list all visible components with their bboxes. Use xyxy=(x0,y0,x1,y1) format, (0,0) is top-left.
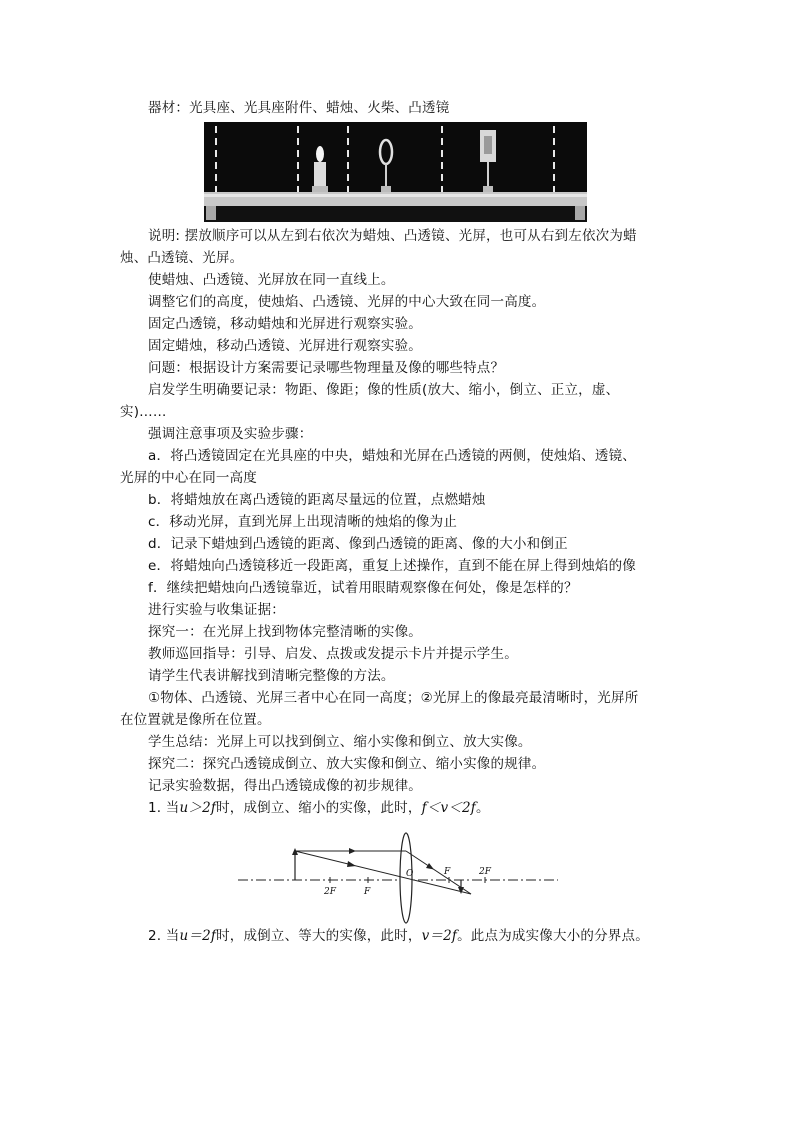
rule-end: 。 xyxy=(476,800,490,816)
paragraph-line: 探究二：探究凸透镜成倒立、放大实像和倒立、缩小实像的规律。 xyxy=(148,756,546,772)
paragraph-line: 进行实验与收集证据： xyxy=(148,602,285,618)
rule-relation: f＜v＜2f xyxy=(421,800,476,816)
paragraph-line: 请学生代表讲解找到清晰完整像的方法。 xyxy=(148,668,395,684)
question-line: 问题：根据设计方案需要记录哪些物理量及像的哪些特点？ xyxy=(148,360,505,376)
paragraph-line: ①物体、凸透镜、光屏三者中心在同一高度；②光屏上的像最亮最清晰时，光屏所 xyxy=(148,690,639,706)
paragraph-line: 实)…… xyxy=(120,404,167,420)
optical-bench-illustration xyxy=(204,122,587,222)
rule-number: 2. 当 xyxy=(148,928,180,944)
paragraph-line: 在位置就是像所在位置。 xyxy=(120,712,271,728)
step-c-line: c．移动光屏，直到光屏上出现清晰的烛焰的像为止 xyxy=(148,514,458,530)
paragraph-line: 固定蜡烛，移动凸透镜、光屏进行观察实验。 xyxy=(148,338,422,354)
rule-text: 时，成倒立、缩小的实像，此时， xyxy=(216,800,422,816)
paragraph-line: 启发学生明确要记录：物距、像距；像的性质(放大、缩小，倒立、正立，虚、 xyxy=(148,382,620,398)
rule-2-line xyxy=(148,926,649,946)
label-F-left: F xyxy=(364,887,371,897)
step-b-line: b．将蜡烛放在离凸透镜的距离尽量远的位置，点燃蜡烛 xyxy=(148,492,486,508)
step-a-line: 光屏的中心在同一高度 xyxy=(120,470,257,486)
rule-1-line xyxy=(148,798,490,818)
label-2F-right: 2F xyxy=(479,867,491,877)
rule-text: 时，成倒立、等大的实像，此时， xyxy=(216,928,422,944)
label-O: O xyxy=(406,869,414,879)
paragraph-line: 调整它们的高度，使烛焰、凸透镜、光屏的中心大致在同一高度。 xyxy=(148,294,546,310)
paragraph-line: 使蜡烛、凸透镜、光屏放在同一直线上。 xyxy=(148,272,395,288)
step-f-line: f．继续把蜡烛向凸透镜靠近，试着用眼睛观察像在何处，像是怎样的？ xyxy=(148,580,578,596)
label-2F-left: 2F xyxy=(324,887,336,897)
paragraph-line: 固定凸透镜，移动蜡烛和光屏进行观察实验。 xyxy=(148,316,422,332)
step-e-line: e．将蜡烛向凸透镜移近一段距离，重复上述操作，直到不能在屏上得到烛焰的像 xyxy=(148,558,637,574)
ray-diagram-svg xyxy=(238,826,558,926)
rule-relation: v＝2f xyxy=(421,928,458,944)
label-F-right: F xyxy=(444,867,451,877)
step-d-line: d．记录下蜡烛到凸透镜的距离、像到凸透镜的距离、像的大小和倒正 xyxy=(148,536,568,552)
paragraph-line: 教师巡回指导：引导、启发、点拨或发提示卡片并提示学生。 xyxy=(148,646,518,662)
note-line-1: 说明: 摆放顺序可以从左到右依次为蜡烛、凸透镜、光屏，也可从右到左依次为蜡 xyxy=(148,228,637,244)
paragraph-line: 学生总结：光屏上可以找到倒立、缩小实像和倒立、放大实像。 xyxy=(148,734,532,750)
paragraph-line: 强调注意事项及实验步骤： xyxy=(148,426,313,442)
rule-end: 。此点为成实像大小的分界点。 xyxy=(457,928,649,944)
equipment-line: 器材：光具座、光具座附件、蜡烛、火柴、凸透镜 xyxy=(148,100,450,116)
note-line-2: 烛、凸透镜、光屏。 xyxy=(120,250,244,266)
rule-condition: u＝2f xyxy=(179,928,217,944)
rule-condition: u＞2f xyxy=(179,800,217,816)
optical-bench-photo xyxy=(204,122,587,222)
step-a-line: a．将凸透镜固定在光具座的中央，蜡烛和光屏在凸透镜的两侧，使烛焰、透镜、 xyxy=(148,448,636,464)
paragraph-line: 探究一：在光屏上找到物体完整清晰的实像。 xyxy=(148,624,422,640)
paragraph-line: 记录实验数据，得出凸透镜成像的初步规律。 xyxy=(148,778,422,794)
rule-number: 1. 当 xyxy=(148,800,180,816)
ray-diagram xyxy=(238,826,558,926)
